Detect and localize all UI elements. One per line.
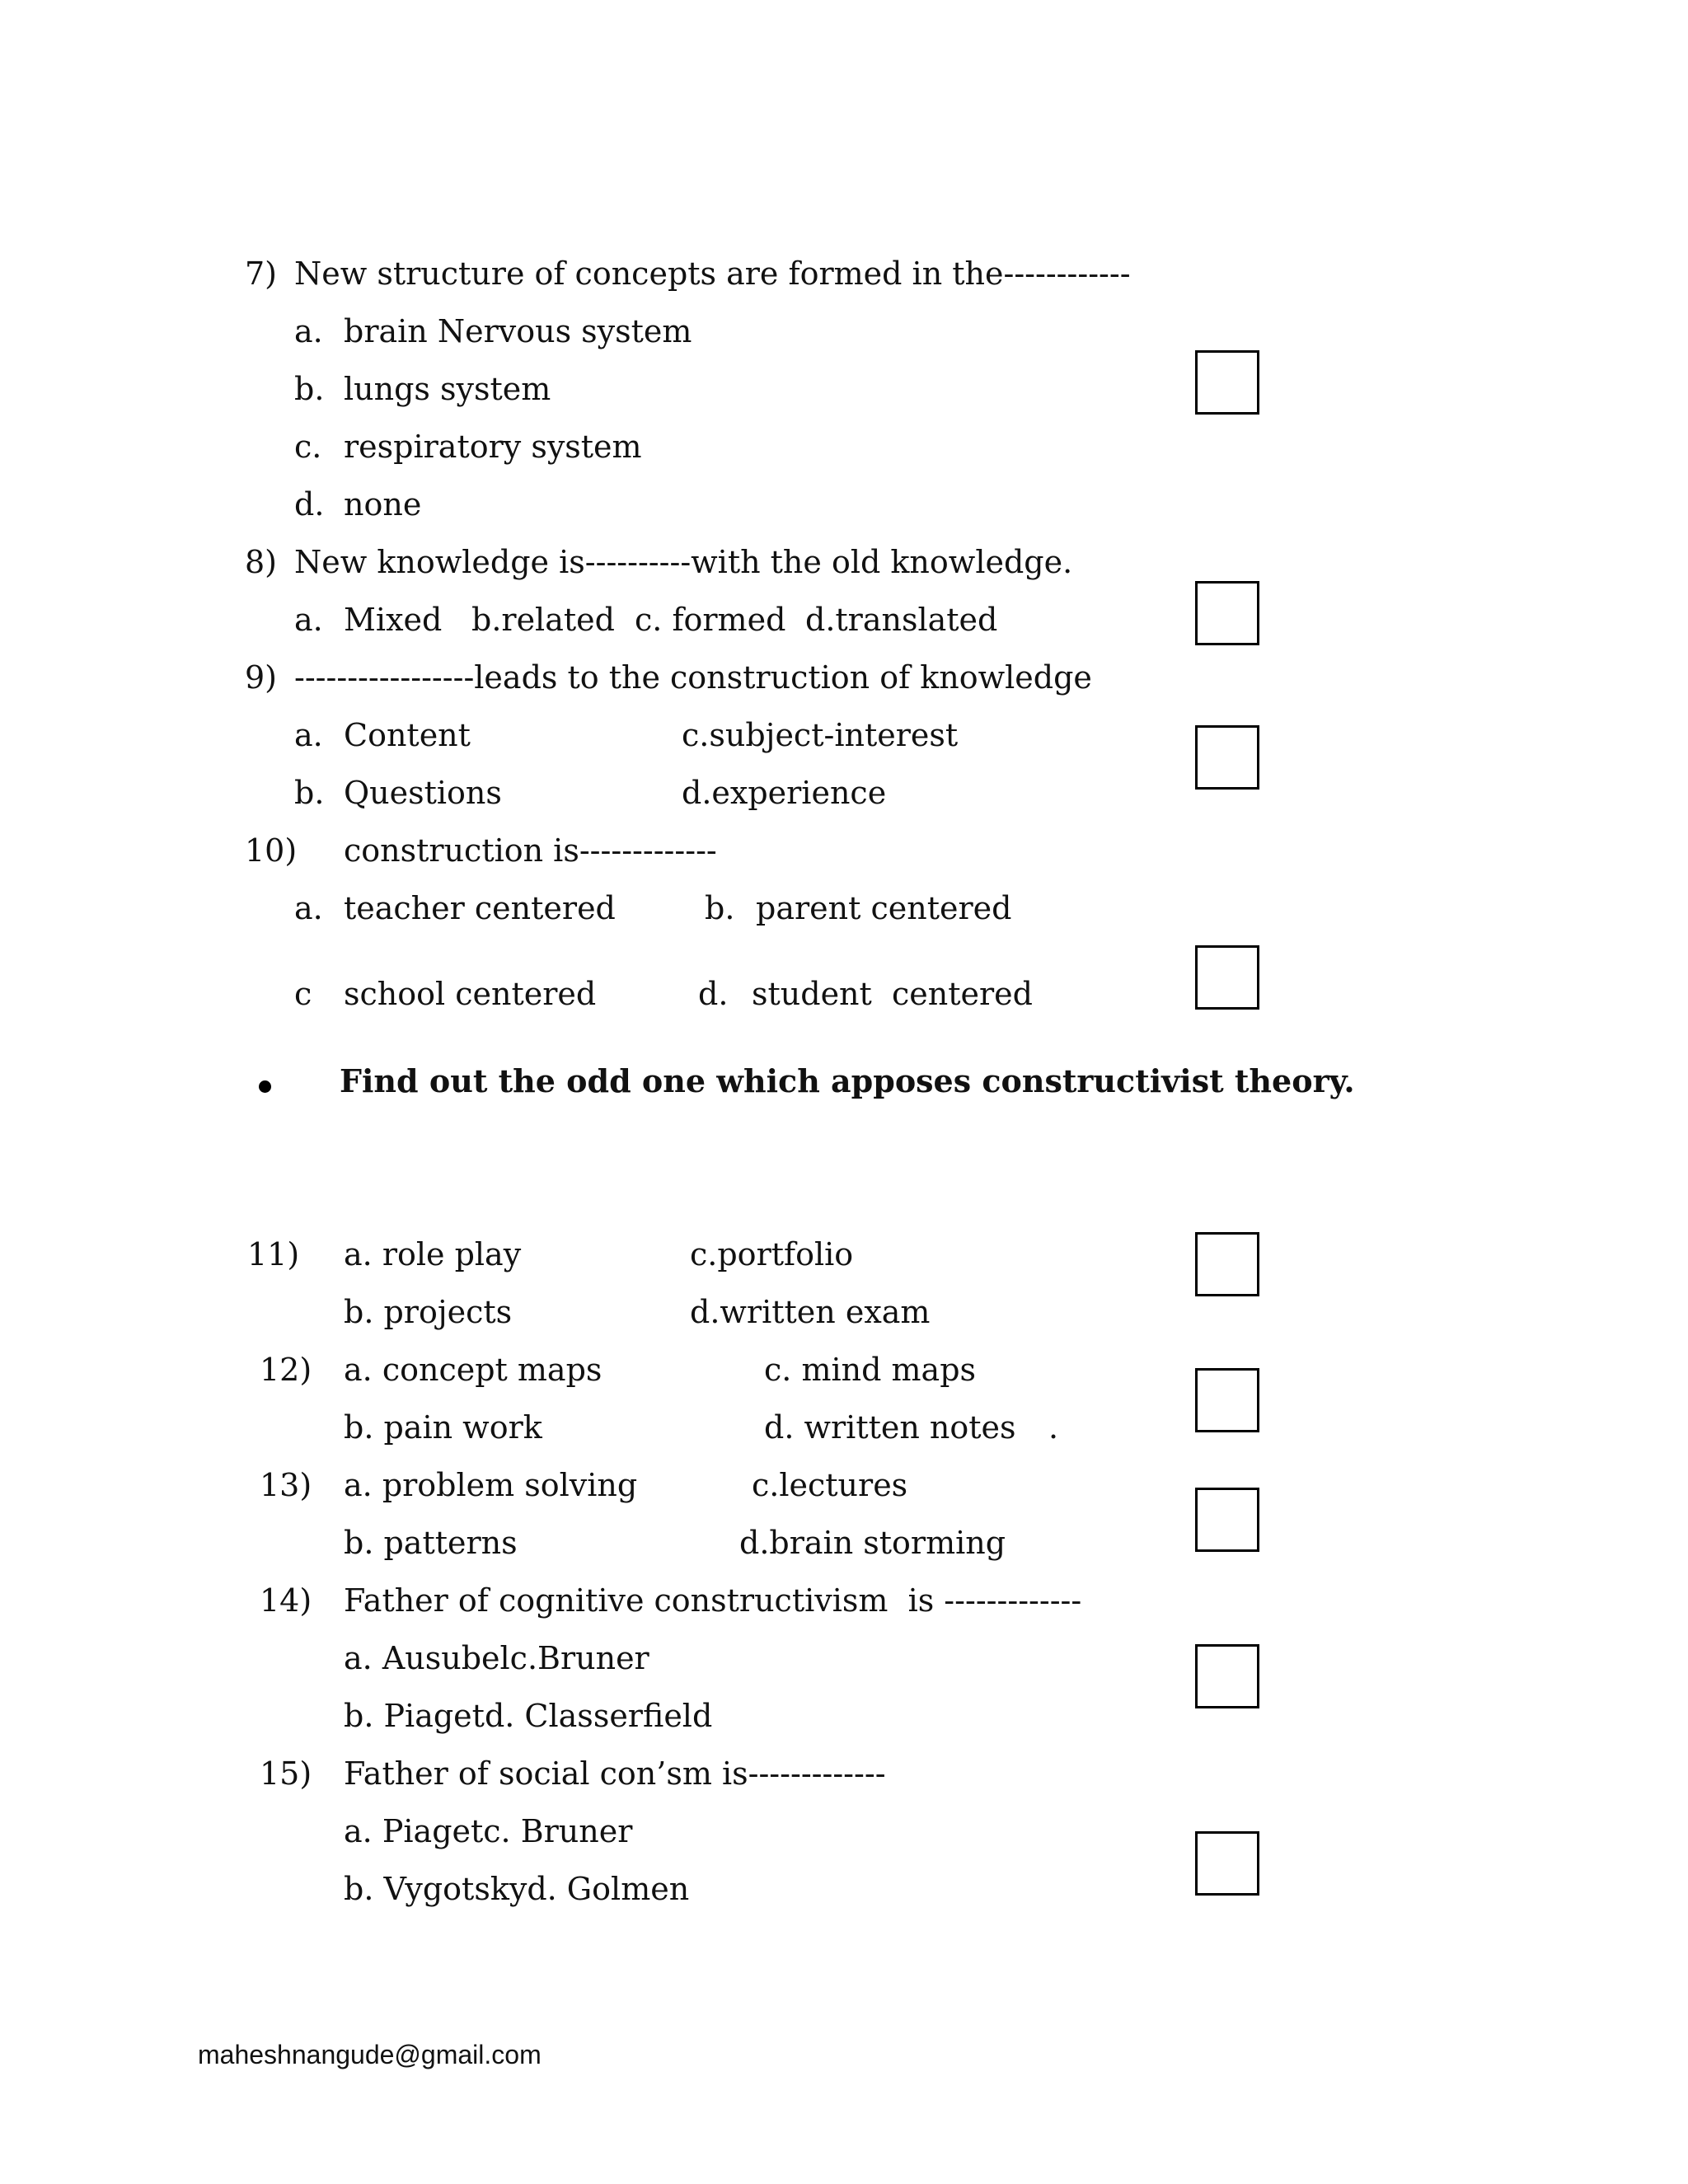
question-8-option-c: c. formed bbox=[635, 602, 786, 638]
question-8-option-d: d.translated bbox=[805, 602, 998, 638]
question-9-option-b: Questions bbox=[344, 775, 502, 811]
answer-box-8[interactable] bbox=[1195, 581, 1259, 645]
question-8-option-b: b.related bbox=[471, 602, 615, 638]
question-12-option-a: a. concept maps bbox=[344, 1352, 603, 1388]
answer-box-7[interactable] bbox=[1195, 350, 1259, 415]
question-10-option-d: student centered bbox=[752, 976, 1033, 1012]
question-7-option-a: brain Nervous system bbox=[344, 313, 692, 349]
question-10-option-c-letter: c bbox=[294, 976, 312, 1012]
question-12-option-b: b. pain work bbox=[344, 1409, 542, 1446]
question-12-option-d: d. written notes bbox=[764, 1409, 1016, 1446]
question-8-option-a: Mixed bbox=[344, 602, 443, 638]
question-11-option-d: d.written exam bbox=[690, 1294, 931, 1330]
question-14-number: 14) bbox=[260, 1582, 312, 1619]
bullet-icon bbox=[259, 1080, 271, 1093]
answer-box-13[interactable] bbox=[1195, 1488, 1259, 1552]
question-7-option-b: lungs system bbox=[344, 371, 551, 407]
question-7-number: 7) bbox=[245, 255, 278, 292]
question-9-option-a-letter: a. bbox=[294, 717, 323, 753]
answer-box-10[interactable] bbox=[1195, 945, 1259, 1010]
question-7-option-c-letter: c. bbox=[294, 429, 322, 465]
question-9-option-c: c.subject-interest bbox=[682, 717, 959, 753]
question-13-option-c: c.lectures bbox=[752, 1467, 908, 1503]
question-7-option-d: none bbox=[344, 486, 422, 523]
question-10-number: 10) bbox=[245, 832, 298, 869]
question-11-option-a: a. role play bbox=[344, 1236, 522, 1272]
answer-box-11[interactable] bbox=[1195, 1232, 1259, 1296]
question-13-option-b: b. patterns bbox=[344, 1525, 518, 1561]
question-7-option-a-letter: a. bbox=[294, 313, 323, 349]
question-9-option-d: d.experience bbox=[682, 775, 887, 811]
question-7-option-d-letter: d. bbox=[294, 486, 325, 523]
question-10-option-d-letter: d. bbox=[698, 976, 729, 1012]
question-15-options-line-2: b. Vygotskyd. Golmen bbox=[344, 1871, 690, 1907]
question-13-number: 13) bbox=[260, 1467, 312, 1503]
question-12-trailing-dot: . bbox=[1048, 1409, 1059, 1446]
question-13-option-a: a. problem solving bbox=[344, 1467, 638, 1503]
question-11-option-c: c.portfolio bbox=[690, 1236, 854, 1272]
question-11-option-b: b. projects bbox=[344, 1294, 513, 1330]
question-8-number: 8) bbox=[245, 544, 278, 580]
question-15-number: 15) bbox=[260, 1755, 312, 1792]
question-13-option-d: d.brain storming bbox=[739, 1525, 1006, 1561]
question-14-options-line-2: b. Piagetd. Classerfield bbox=[344, 1698, 713, 1734]
question-15-text: Father of social con’sm is------------- bbox=[344, 1755, 886, 1792]
question-7-option-c: respiratory system bbox=[344, 429, 642, 465]
question-8-text: New knowledge is----------with the old knowledge. bbox=[294, 544, 1073, 580]
question-10-option-b: parent centered bbox=[756, 890, 1012, 926]
question-12-option-c: c. mind maps bbox=[764, 1352, 977, 1388]
question-10-option-b-letter: b. bbox=[705, 890, 735, 926]
question-10-option-c: school centered bbox=[344, 976, 597, 1012]
answer-box-15[interactable] bbox=[1195, 1831, 1259, 1896]
section-heading: Find out the odd one which apposes constructivist theory. bbox=[340, 1062, 1355, 1099]
question-9-number: 9) bbox=[245, 659, 278, 696]
footer-email: maheshnangude@gmail.com bbox=[198, 2040, 542, 2069]
question-10-text: construction is------------- bbox=[344, 832, 717, 869]
question-14-options-line-1: a. Ausubelc.Bruner bbox=[344, 1640, 649, 1676]
question-7-text: New structure of concepts are formed in the------------ bbox=[294, 255, 1131, 292]
question-12-number: 12) bbox=[260, 1352, 312, 1388]
question-7-option-b-letter: b. bbox=[294, 371, 325, 407]
answer-box-14[interactable] bbox=[1195, 1644, 1259, 1708]
question-9-option-b-letter: b. bbox=[294, 775, 325, 811]
question-10-option-a-letter: a. bbox=[294, 890, 323, 926]
answer-box-9[interactable] bbox=[1195, 725, 1259, 790]
question-9-option-a: Content bbox=[344, 717, 471, 753]
question-14-text: Father of cognitive constructivism is ------------- bbox=[344, 1582, 1082, 1619]
question-10-option-a: teacher centered bbox=[344, 890, 616, 926]
question-15-options-line-1: a. Piagetc. Bruner bbox=[344, 1813, 633, 1849]
answer-box-12[interactable] bbox=[1195, 1368, 1259, 1432]
question-8-option-a-letter: a. bbox=[294, 602, 323, 638]
question-9-text: -----------------leads to the construction of knowledge bbox=[294, 659, 1092, 696]
question-11-number: 11) bbox=[247, 1236, 300, 1272]
